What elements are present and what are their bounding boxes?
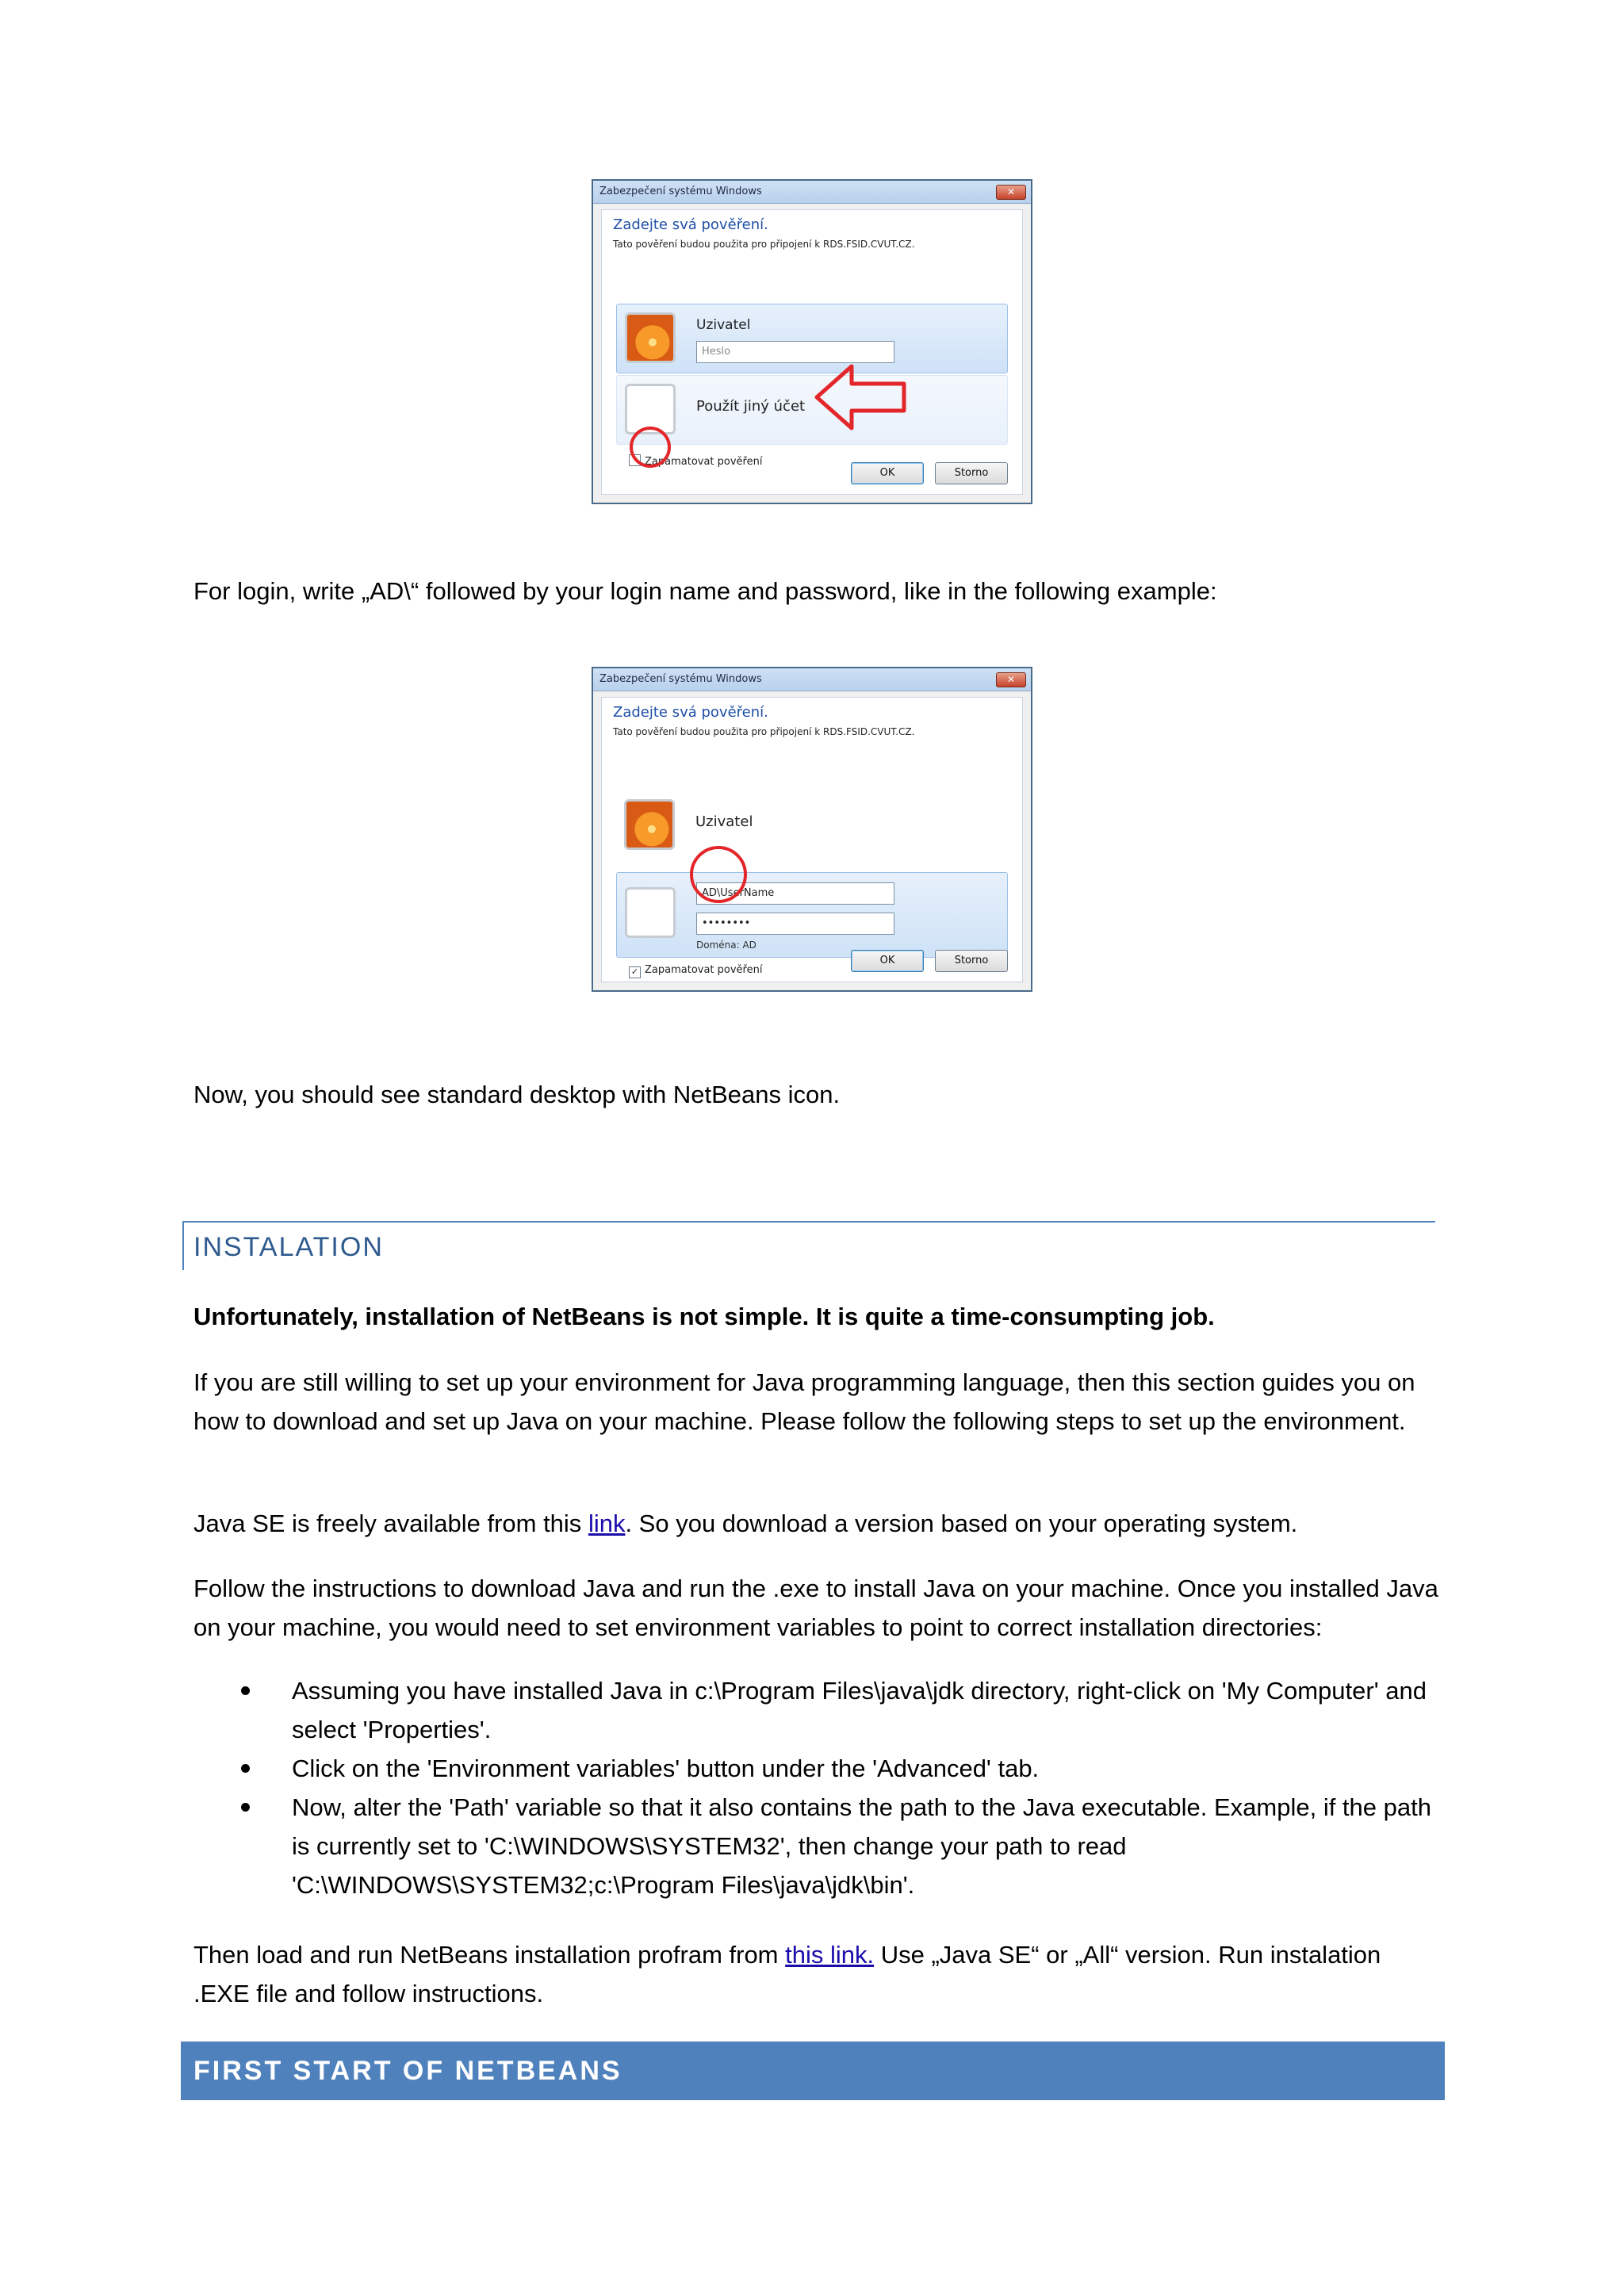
bullet-icon xyxy=(241,1686,250,1695)
dialog-title: Zabezpečení systému Windows xyxy=(599,673,762,685)
javase-paragraph xyxy=(193,1504,1438,1543)
remember-credentials xyxy=(629,454,762,468)
list-item xyxy=(193,1749,1438,1788)
steps-list xyxy=(193,1671,1438,1904)
list-item-text: Click on the 'Environment variables' button under the 'Advanced' tab. xyxy=(292,1755,1040,1782)
domain-label: Doména: AD xyxy=(696,939,756,951)
close-icon: ✕ xyxy=(996,672,1026,687)
list-item-text: Assuming you have installed Java in c:\Program Files\java\jdk directory, right-click on 'My Computer' and select 'Properties'. xyxy=(292,1677,1427,1743)
password-field: Heslo xyxy=(696,341,894,363)
javase-text-before: Java SE is freely available from this xyxy=(193,1510,588,1537)
netbeans-link[interactable]: this link. xyxy=(785,1941,875,1969)
remember-label: Zapamatovat pověření xyxy=(645,456,763,468)
intro-paragraph: If you are still willing to set up your environment for Java programming language, then this section guides you on how to download and set up Java on your machine. Please follow the following steps to set up the environment. xyxy=(193,1368,1415,1435)
bullet-icon xyxy=(241,1803,250,1812)
list-item-text: Now, alter the 'Path' variable so that it also contains the path to the Java executable. Example, if the path is currently set to 'C:\WINDOWS\SYSTEM32', then change your path to read 'C:\WINDOWS\SYSTEM32;c:\Program Files\java\jdk\bin'. xyxy=(292,1793,1431,1899)
user-tile xyxy=(616,304,1008,373)
user-name: Uzivatel xyxy=(696,317,751,333)
other-account-tile xyxy=(616,872,1008,958)
list-item xyxy=(193,1788,1438,1904)
netbeans-install-paragraph xyxy=(193,1935,1438,2013)
cancel-button: Storno xyxy=(935,462,1008,484)
follow-paragraph: Follow the instructions to download Java and run the .exe to install Java on your machine. Once you installed Java on your machine, you would need to set environment variables to point to correct installation directories: xyxy=(193,1575,1438,1641)
javase-link[interactable]: link xyxy=(588,1510,626,1537)
remember-checkbox xyxy=(629,454,641,466)
first-start-heading-text: FIRST START OF NETBEANS xyxy=(193,2056,622,2086)
installation-heading xyxy=(182,1221,1435,1270)
dialog-title-bar xyxy=(593,181,1031,204)
password-field: •••••••• xyxy=(696,913,894,935)
warning-text: Unfortunately, installation of NetBeans is not simple. It is quite a time-consumpting job. xyxy=(193,1303,1215,1330)
credentials-dialog-screenshot-2 xyxy=(592,667,1032,992)
user-name: Uzivatel xyxy=(695,813,753,830)
remember-checkbox: ✓ xyxy=(629,966,641,978)
warning-paragraph xyxy=(193,1297,1438,1336)
install-text-before: Then load and run NetBeans installation profram from xyxy=(193,1941,786,1969)
username-field: AD\UserName xyxy=(696,882,894,905)
user-avatar xyxy=(624,799,675,850)
dialog-subtitle: Tato pověření budou použita pro připojení k RDS.FSID.CVUT.CZ. xyxy=(613,239,915,250)
remember-credentials xyxy=(629,964,762,978)
install-text-after: Use „Java SE“ or „All“ version. Run instalation .EXE file and follow instructions. xyxy=(193,1941,1381,2007)
dialog-subtitle: Tato pověření budou použita pro připojení k RDS.FSID.CVUT.CZ. xyxy=(613,726,915,737)
installation-heading-text: INSTALATION xyxy=(193,1232,384,1262)
cancel-button: Storno xyxy=(935,950,1008,972)
other-account-label: Použít jiný účet xyxy=(696,398,806,415)
blank-avatar xyxy=(625,887,676,938)
other-account-tile xyxy=(616,375,1008,445)
first-start-heading xyxy=(181,2042,1445,2100)
blank-avatar xyxy=(625,384,676,434)
login-instruction: For login, write „AD\“ followed by your login name and password, like in the following example: xyxy=(193,577,1217,605)
remember-label: Zapamatovat pověření xyxy=(645,964,763,976)
dialog-heading: Zadejte svá pověření. xyxy=(613,216,768,233)
list-item xyxy=(193,1671,1438,1749)
ok-button: OK xyxy=(851,950,924,972)
javase-text-after: . So you download a version based on your operating system. xyxy=(625,1510,1298,1537)
close-icon: ✕ xyxy=(996,185,1026,200)
dialog-heading: Zadejte svá pověření. xyxy=(613,704,768,721)
desktop-note: Now, you should see standard desktop with NetBeans icon. xyxy=(193,1081,841,1108)
user-avatar xyxy=(625,312,676,363)
bullet-icon xyxy=(241,1764,250,1773)
dialog-title-bar xyxy=(593,668,1031,691)
dialog-title: Zabezpečení systému Windows xyxy=(599,186,762,197)
credentials-dialog-screenshot-1 xyxy=(592,179,1032,504)
ok-button: OK xyxy=(851,462,924,484)
user-tile xyxy=(616,791,1008,861)
